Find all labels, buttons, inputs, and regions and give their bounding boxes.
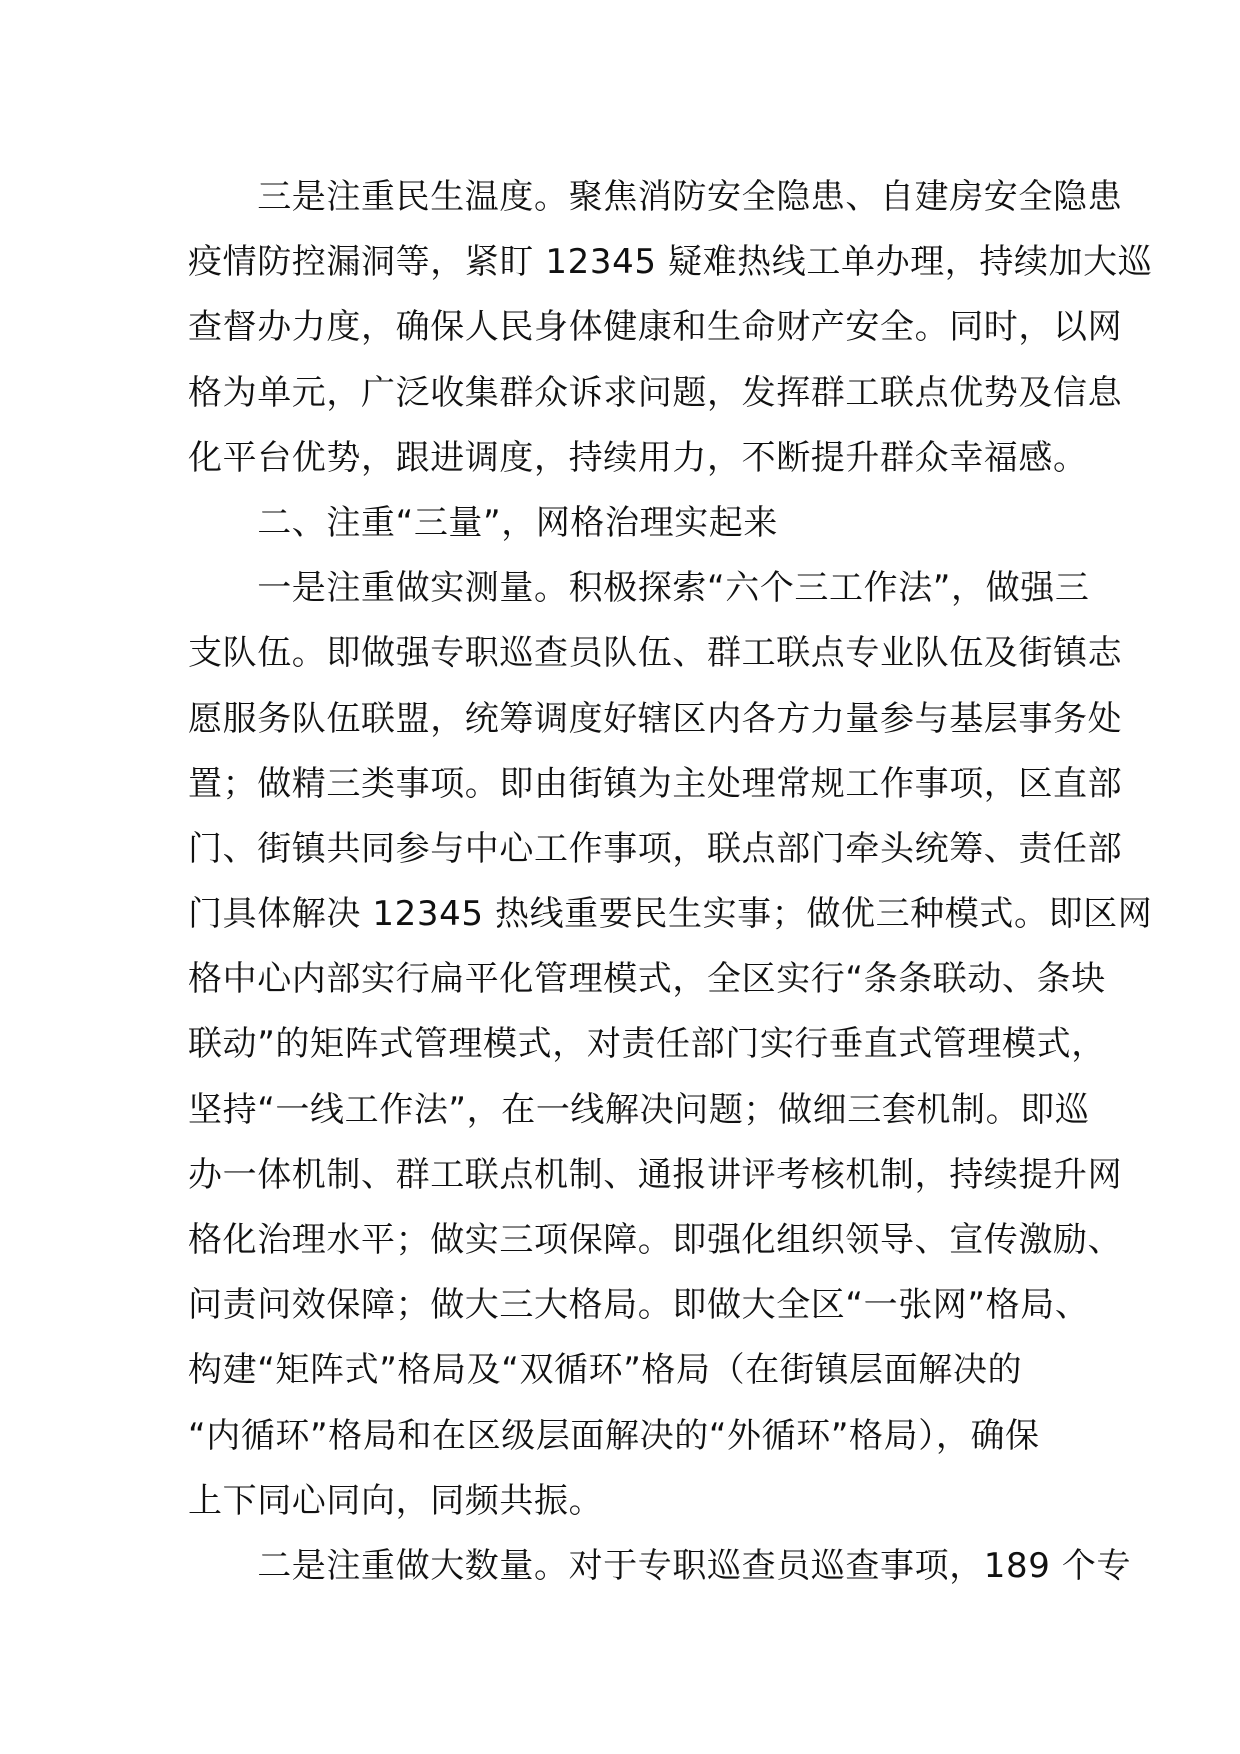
text-line: 一是注重做实测量。积极探索“六个三工作法”，做强三: [188, 568, 1090, 609]
text-line: 门、街镇共同参与中心工作事项，联点部门牵头统筹、责任部: [188, 828, 1123, 869]
document-body: [188, 165, 1153, 1599]
paragraph-measurement: [188, 556, 1153, 1534]
text-line: 办一体机制、群工联点机制、通报讲评考核机制，持续提升网: [188, 1154, 1123, 1195]
text-line: 联动”的矩阵式管理模式，对责任部门实行垂直式管理模式，: [188, 1024, 1106, 1065]
text-line: 上下同心同向，同频共振。: [188, 1480, 604, 1521]
text-line: 格中心内部实行扁平化管理模式，全区实行“条条联动、条块: [188, 959, 1106, 1000]
text-line: 三是注重民生温度。聚焦消防安全隐患、自建房安全隐患: [188, 177, 1123, 217]
text-line: 格为单元，广泛收集群众诉求问题，发挥群工联点优势及信息: [188, 372, 1123, 413]
text-line: 查督办力度，确保人民身体健康和生命财产安全。同时，以网: [188, 307, 1123, 348]
heading-line: 二、注重“三量”，网格治理实起来: [188, 502, 779, 543]
text-line: 门具体解决 12345 热线重要民生实事；做优三种模式。即区网: [188, 894, 1153, 935]
text-line: 问责问效保障；做大三大格局。即做大全区“一张网”格局、: [188, 1285, 1090, 1326]
text-line: 坚持“一线工作法”，在一线解决问题；做细三套机制。即巡: [188, 1089, 1090, 1130]
paragraph-people-livelihood: [188, 165, 1153, 491]
text-line: 化平台优势，跟进调度，持续用力，不断提升群众幸福感。: [188, 437, 1088, 478]
section-heading: [188, 491, 1056, 556]
paragraph-quantity: [188, 1534, 1132, 1599]
text-line: 格化治理水平；做实三项保障。即强化组织领导、宣传激励、: [188, 1220, 1123, 1260]
text-line: 二是注重做大数量。对于专职巡查员巡查事项，189 个专: [188, 1545, 1132, 1586]
text-line: “内循环”格局和在区级层面解决的“外循环”格局），确保: [188, 1415, 1040, 1456]
text-line: 置；做精三类事项。即由街镇为主处理常规工作事项，区直部: [188, 763, 1123, 804]
text-line: 愿服务队伍联盟，统筹调度好辖区内各方力量参与基层事务处: [188, 698, 1123, 739]
text-line: 疫情防控漏洞等，紧盯 12345 疑难热线工单办理，持续加大巡: [188, 242, 1153, 283]
text-line: 构建“矩阵式”格局及“双循环”格局（在街镇层面解决的: [188, 1350, 1023, 1391]
text-line: 支队伍。即做强专职巡查员队伍、群工联点专业队伍及街镇志: [188, 633, 1123, 674]
